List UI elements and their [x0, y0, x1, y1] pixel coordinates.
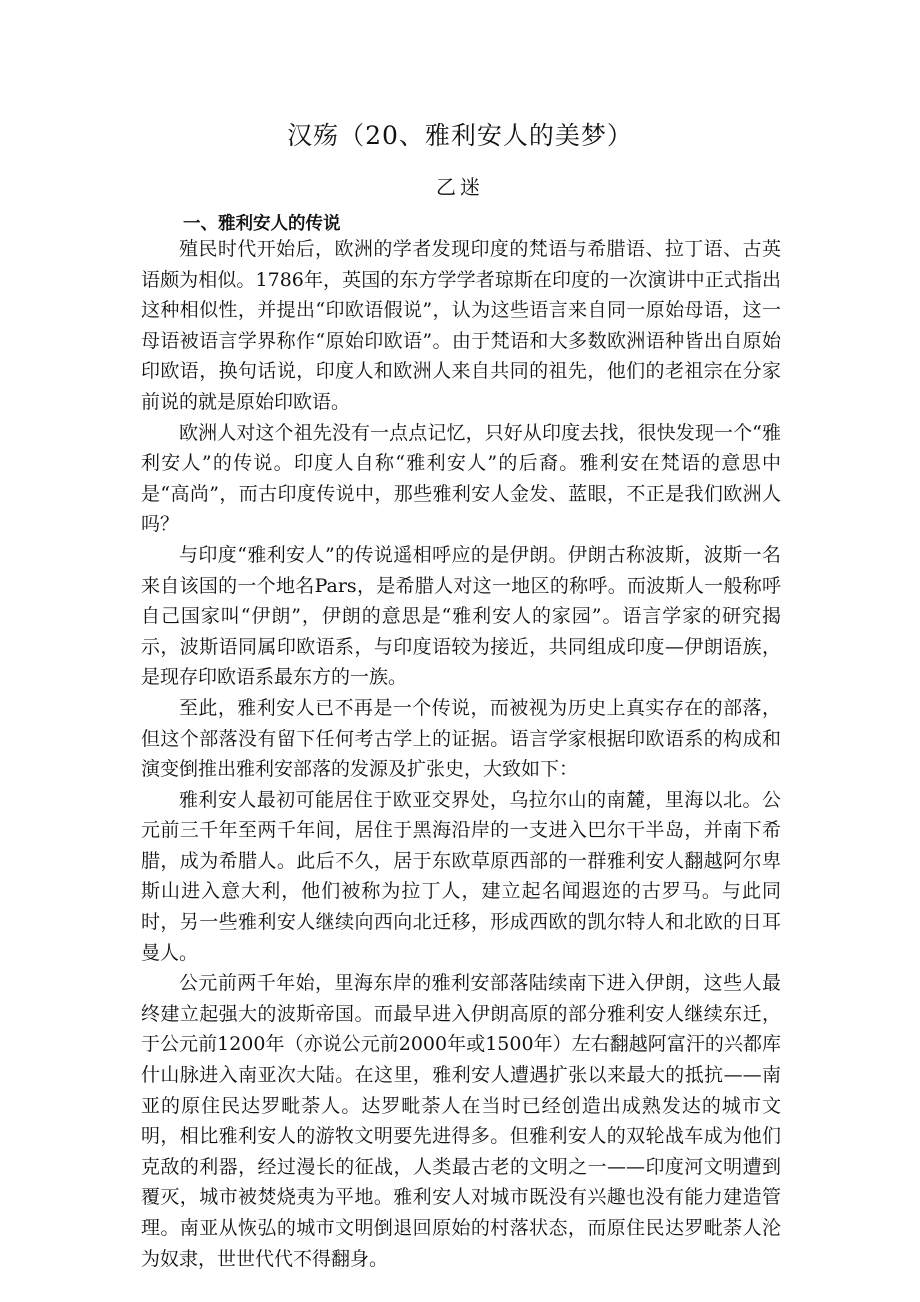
paragraph-3: 与印度“雅利安人”的传说遥相呼应的是伊朗。伊朗古称波斯，波斯一名来自该国的一个地名Pars，是希腊人对这一地区的称呼。而波斯人一般称呼自己国家叫“伊朗”，伊朗的意思是“雅利安人的家园”。语言学家的研究揭示，波斯语同属印欧语系，与印度语较为接近，共同组成印度—伊朗语族，是现存印欧语系最东方的一族。 [141, 543, 781, 689]
body-text [141, 234, 781, 1274]
document-author: 乙迷 [436, 175, 484, 199]
section-heading: 一、雅利安人的传说 [183, 214, 341, 234]
paragraph-1: 殖民时代开始后，欧洲的学者发现印度的梵语与希腊语、拉丁语、古英语颇为相似。1786年，英国的东方学学者琼斯在印度的一次演讲中正式指出这种相似性，并提出“印欧语假说”，认为这些语言来自同一原始母语，这一母语被语言学界称作“原始印欧语”。由于梵语和大多数欧洲语种皆出自原始印欧语，换句话说，印度人和欧洲人来自共同的祖先，他们的老祖宗在分家前说的就是原始印欧语。 [141, 238, 781, 413]
paragraph-5: 雅利安人最初可能居住于欧亚交界处，乌拉尔山的南麓，里海以北。公元前三千年至两千年间，居住于黑海沿岸的一支进入巴尔干半岛，并南下希腊，成为希腊人。此后不久，居于东欧草原西部的一群雅利安人翻越阿尔卑斯山进入意大利，他们被称为拉丁人，建立起名闻遐迩的古罗马。与此同时，另一些雅利安人继续向西向北迁移，形成西欧的凯尔特人和北欧的日耳曼人。 [141, 788, 781, 964]
paragraph-2: 欧洲人对这个祖先没有一点点记忆，只好从印度去找，很快发现一个“雅利安人”的传说。印度人自称“雅利安人”的后裔。雅利安在梵语的意思中是“高尚”，而古印度传说中，那些雅利安人金发、蓝眼，不正是我们欧洲人吗？ [141, 421, 781, 536]
paragraph-4: 至此，雅利安人已不再是一个传说，而被视为历史上真实存在的部落，但这个部落没有留下任何考古学上的证据。语言学家根据印欧语系的构成和演变倒推出雅利安部落的发源及扩张史，大致如下： [141, 696, 781, 781]
document-title: 汉殇（20、雅利安人的美梦） [287, 121, 633, 150]
paragraph-6: 公元前两千年始，里海东岸的雅利安部落陆续南下进入伊朗，这些人最终建立起强大的波斯帝国。而最早进入伊朗高原的部分雅利安人继续东迁，于公元前1200年（亦说公元前2000年或1500年）左右翻越阿富汗的兴都库什山脉进入南亚次大陆。在这里，雅利安人遭遇扩张以来最大的抵抗——南亚的原住民达罗毗荼人。达罗毗荼人在当时已经创造出成熟发达的城市文明，相比雅利安人的游牧文明要先进得多。但雅利安人的双轮战车成为他们克敌的利器，经过漫长的征战，人类最古老的文明之一——印度河文明遭到覆灭，城市被焚烧夷为平地。雅利安人对城市既没有兴趣也没有能力建造管理。南亚从恢弘的城市文明倒退回原始的村落状态，而原住民达罗毗荼人沦为奴隶，世世代代不得翻身。 [141, 972, 781, 1270]
